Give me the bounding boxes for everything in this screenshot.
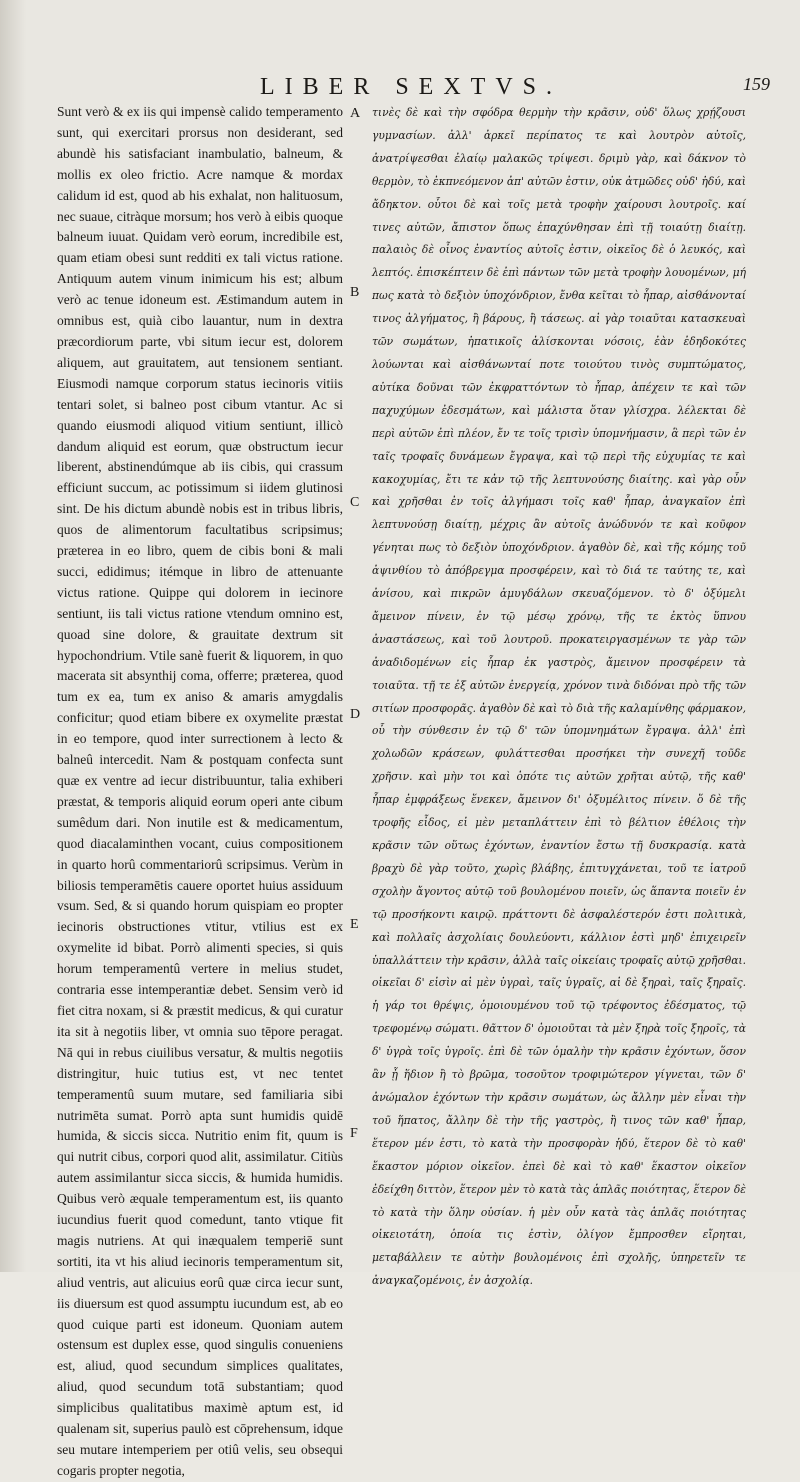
section-marker-c: C — [350, 495, 360, 510]
greek-column — [372, 102, 746, 1293]
section-marker-f: F — [350, 1126, 358, 1141]
section-marker-e: E — [350, 917, 359, 932]
section-marker-b: B — [350, 285, 360, 300]
running-head: LIBER SEXTVS. — [260, 74, 563, 100]
latin-paragraph: Sunt verò & ex iis qui impensè calido temperamento sunt, qui exercitari prorsus non desiderant, sed abundè his satisfaciant inambulatio, balneum, & mollis ex oleo frictio. Acre namque & mordax calidum id est, quod ab his exhalat, non halituosum, nec suaue, citràque morsum; hos verò à eibis quoque balneum iuuat. Quidam verò eorum, incredibile est, quam etiam obesi sunt redditi ex tali victus ratione. Antiquum autem vinum inimicum his est; album verò ac tenue idoneum est. Æstimandum autem in omnibus est, quià cibo lauantur, num in dextra præcordiorum parte, vbi situm iecur est, dolorem aliquem, aut grauitatem, aut tensionem sentiant. Eiusmodi namque corporum status iecinoris vitiis tentari solet, si balneo post cibum vtantur. Ac si quando eiusmodi aliquod vitium sentiunt, illicò dandum aliquid est eorum, quæ obstructum iecur liberent, abstinendúmque ab iis cibis, qui crassum efficiunt succum, ac potissimum si iidem glutinosi sint. De his dictum abundè nobis est in tribus libris, quos de alimentorum facultatibus scripsimus; præterea in eo libro, quem de cibis boni & mali succi, edidimus; itémque in libro de attenuante victus ratione. Quippe qui dolorem in iecinore sentiunt, iis tali victus ratione vtendum omnino est, quoad sine dolore, & grauitate dextrum sit hypochondrium. Vtile sanè fuerit & liquorem, in quo macerata sit absynthij coma, offerre; præterea, quod tum ex ea, tum ex aniso & amaris amygdalis conficitur; quod etiam bibere ex oxymelite præstat in eo tempore, quod inter surrectionem à lecto & balneû intercedit. Nam & postquam confecta sunt quæ ex ventre ad iecur distribuuntur, talia exhiberi præstat, & temporis aliquid eorum operi ante cibum sumêdum dari. Non inutile est & medicamentum, quod diacalaminthen vocant, cuius compositionem in quarto horû commentariorû scripsimus. Verùm in biliosis temperamētis cauere oportet huius assiduum vsum. Sed, & si quando horum quispiam eo propter iecinoris obstructiones vtitur, vtilius est ex oxymelite id bibat. Porrò alimenti species, si quis horum temperamentû vertere in melius studet, contraria esse intemperantiæ debet. Sensim verò id fiet citra noxam, si & præstit medicus, & qui curatur ita sit à negotiis liber, vt omnia suo tēpore peragat. Nā qui in rebus ciuilibus versatur, & multis negotiis distringitur, huic tutius est, vt nec tentet temperamentû suum mutare, sed familiaria sibi nutrimēta sumat. Porrò apta sunt humidis quidē humida, & siccis sicca. Nutritio enim fit, quum is qui nutrit cibus, corpori quod alit, assimilatur. Citiùs autem assimilantur sicca siccis, & humida humidis. Quibus verò æquale temperamentum est, iis quanto iucundius fuerit quod comedunt, tanto vtique fit magis nutriens. At qui inæqualem temperiē sunt sortiti, ita vt his aliud iecinoris temperamentum sit, aliud ventris, aut alicuius eorû quæ circa iecur sunt, iis diuersum est quod assumptu iucundum est, ab eo quod cuique parti est idoneum. Quoniam autem ostensum est duplex esse, quod singulis conueniens est, aliud, quod secundum simplices qualitates, aliud, quod secundum totā substantiam; quod simplicibus qualitatibus maximè aptum est, id qualenam sit, superius paulò est cōprehensum, idque seu mutare intemperiem per otiû velis, seu obsequi cogaris propter negotia, — [57, 104, 343, 1478]
page-number: 159 — [743, 74, 770, 94]
section-marker-a: A — [350, 106, 361, 121]
latin-column — [57, 102, 343, 1482]
section-marker-d: D — [350, 707, 361, 722]
greek-paragraph: τινὲς δὲ καὶ τὴν σφόδρα θερμὴν τὴν κρᾶσιν, οὐδ' ὅλως χρῄζουσι γυμνασίων. ἀλλ' ἀρκεῖ περίπατος τε καὶ λουτρὸν αὐτοῖς, ἀνατρίψεσθαι ἐλαίῳ μαλακῶς τρίψεσι. δριμὺ γὰρ, καὶ δάκνον τὸ θερμὸν, τὸ ἐκπνεόμενον ἀπ' αὐτῶν ἐστιν, οὐκ ἀτμῶδες οὐδ' ἡδύ, καὶ ἄδηκτον. οὗτοι δὲ καὶ τοῖς μετὰ τροφὴν χαίρουσι λουτροῖς. καί τινες αὐτῶν, ἄπιστον ὅπως ἐπαχύνθησαν ἐπὶ τῇ τοιαύτῃ διαίτῃ. παλαιὸς δὲ οἶνος ἐναντίος αὐτοῖς ἐστιν, οἰκεῖος δὲ ὁ λευκός, καὶ λεπτός. ἐπισκέπτειν δὲ ἐπὶ πάντων τῶν μετὰ τροφὴν λουομένων, μή πως κατὰ τὸ δεξιὸν ὑποχόνδριον, ἔνθα κεῖται τὸ ἧπαρ, αἰσθάνονταί τινος ἀλγήματος, ἢ βάρους, ἢ τάσεως. αἱ γὰρ τοιαῦται κατασκευαὶ τῶν σωμάτων, ἡπατικοῖς ἁλίσκονται νόσοις, ἐὰν ἐδηδοκότες λούωνται καὶ αἰσθάνωνταί ποτε τοιούτου τινὸς συμπτώματος, αὐτίκα δοῦναι τῶν ἐκφραττόντων τὸ ἧπαρ, ἀπέχειν τε καὶ τῶν παχυχύμων ἐδεσμάτων, καὶ μάλιστα ὅταν γλίσχρα. λέλεκται δὲ περὶ αὐτῶν ἐπὶ πλέον, ἔν τε τοῖς τρισὶν ὑπομνήμασιν, ἃ περὶ τῶν ἐν ταῖς τροφαῖς δυνάμεων ἔγραψα, καὶ τῷ περὶ τῆς εὐχυμίας τε καὶ κακοχυμίας, ἔτι τε κἀν τῷ τῆς λεπτυνούσης διαίτης. καὶ γὰρ οὖν καὶ χρῆσθαι ἐν τοῖς ἀλγήμασι τοῖς καθ' ἧπαρ, ἀναγκαῖον ἐπὶ λεπτυνούσῃ διαίτῃ, μέχρις ἂν αὐτοῖς ἀνώδυνόν τε καὶ κοῦφον γένηται πως τὸ δεξιὸν ὑποχόνδριον. ἀγαθὸν δὲ, καὶ τῆς κόμης τοῦ ἀψινθίου τὸ ἀπόβρεγμα προσφέρειν, καὶ τὸ διά τε ταύτης τε, καὶ ἀνίσου, καὶ πικρῶν ἀμυγδάλων σκευαζόμενον. τὸ δ' ὀξύμελι ἄμεινον πίνειν, ἐν τῷ μέσῳ χρόνῳ, τῆς τε ἐκτὸς ὕπνου ἀναστάσεως, καὶ τοῦ λουτροῦ. προκατειργασμένων τε γὰρ τῶν ἀναδιδομένων εἰς ἧπαρ ἐκ γαστρὸς, ἄμεινον προσφέρειν τὰ τοιαῦτα. τῇ τε ἐξ αὐτῶν ἐνεργείᾳ, χρόνον τινὰ διδόναι πρὸ τῆς τῶν σιτίων προσφορᾶς. ἀγαθὸν δὲ καὶ τὸ διὰ τῆς καλαμίνθης φάρμακον, οὗ τὴν σύνθεσιν ἐν τῷ δ' τῶν ὑπομνημάτων ἔγραψα. ἀλλ' ἐπὶ χολωδῶν κράσεων, φυλάττεσθαι προσήκει τὴν συνεχῆ τοῦδε χρῆσιν. καὶ μὴν τοι καὶ ὁπότε τις αὐτῶν χρῆται αὐτῷ, τῆς καθ' ἧπαρ ἐμφράξεως ἕνεκεν, ἄμεινον δι' ὀξυμέλιτος πίνειν. ὅ δὲ τῆς τροφῆς εἶδος, εἰ μὲν μεταπλάττειν ἐπὶ τὸ βέλτιον ἐθέλοις τὴν κρᾶσιν τῶν οὕτως ἐχόντων, ἐναντίον ἔστω τῇ δυσκρασίᾳ. κατὰ βραχὺ δὲ γὰρ τοῦτο, χωρὶς βλάβης, ἐπιτυγχάνεται, τοῦ τε ἰατροῦ σχολὴν ἄγοντος αὐτῷ τοῦ βουλομένου ποιεῖν, ὡς ἅπαντα ποιεῖν ἐν τῷ προσήκοντι καιρῷ. πράττοντι δὲ ἀσφαλέστερόν ἐστι πολιτικὰ, καὶ πολλαῖς ἀσχολίαις δουλεύοντι, κάλλιον ἐστὶ μηδ' ἐπιχειρεῖν ὑπαλλάττειν τὴν κρᾶσιν, ἀλλὰ ταῖς οἰκείαις τροφαῖς αὐτῷ χρῆσθαι. οἰκεῖαι δ' εἰσὶν αἱ μὲν ὑγραὶ, ταῖς ὑγραῖς, αἱ δὲ ξηραὶ, ταῖς ξηραῖς. ἡ γάρ τοι θρέψις, ὁμοιουμένου τοῦ τῷ τρέφοντος ἐδέσματος, τῷ τρεφομένῳ σώματι. θᾶττον δ' ὁμοιοῦται τὰ μὲν ξηρὰ τοῖς ξηροῖς, τὰ δ' ὑγρὰ τοῖς ὑγροῖς. ἐπὶ δὲ τῶν ὁμαλὴν τὴν κρᾶσιν ἐχόντων, ὅσον ἂν ᾖ ἥδιον ἢ τὸ βρῶμα, τοσοῦτον τροφιμώτερον γίγνεται, τῶν δ' ἀνώμαλον ἐχόντων τὴν κρᾶσιν σωμάτων, ὡς ἄλλην μὲν εἶναι τὴν τοῦ ἥπατος, ἄλλην δὲ τὴν τῆς γαστρὸς, ἢ τινος τῶν καθ' ἧπαρ, ἕτερον μέν ἐστι, τὸ κατὰ τὴν προσφορὰν ἡδύ, ἕτερον δὲ τὸ καθ' ἕκαστον μόριον οἰκεῖον. ἐπεὶ δὲ καὶ τὸ καθ' ἕκαστον οἰκεῖον ἐδείχθη διττὸν, ἕτερον μὲν τὸ κατὰ τὰς ἁπλᾶς ποιότητας, ἕτερον δὲ τὸ κατὰ τὴν ὅλην οὐσίαν. ἡ μὲν οὖν κατὰ τὰς ἁπλᾶς ποιότητας οἰκειοτάτη, ὁποία τις ἐστὶν, ὀλίγον ἔμπροσθεν εἴρηται, μεταβάλλειν τε αὐτὴν βουλομένοις ἐπὶ σχολῆς, ὑπηρετεῖν τε ἀναγκαζομένοις, ἐν ἀσχολίᾳ. — [372, 106, 746, 1288]
